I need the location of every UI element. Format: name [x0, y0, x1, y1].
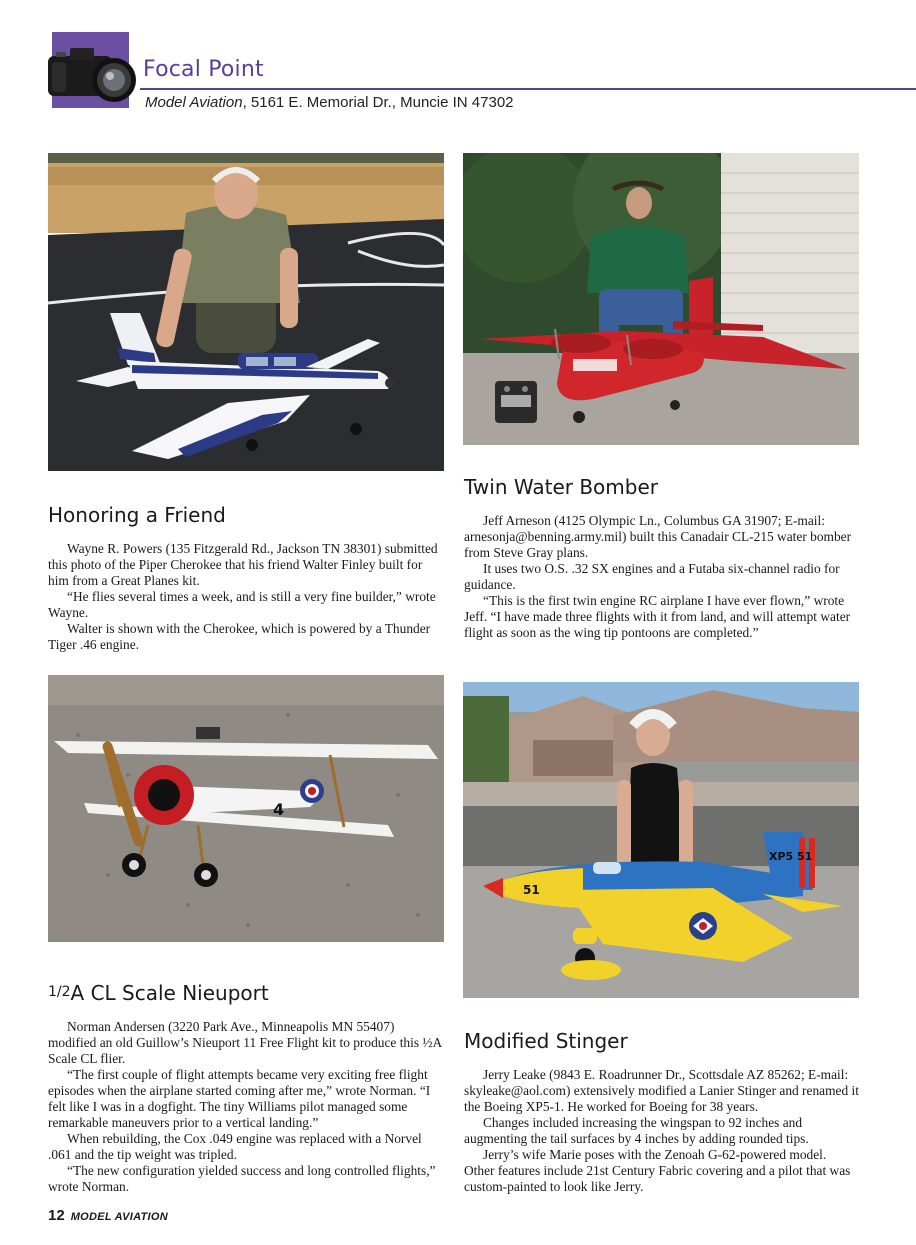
- magazine-name-footer: MODEL AVIATION: [70, 1211, 168, 1223]
- paragraph: “The first couple of flight attempts became very exciting free flight episodes when the airplane started coming after me,” wrote Norman. “I felt like I was in a dogfight. The tiny Williams pilot managed some remarkable maneuvers prior to a vertical landing.”: [48, 1067, 431, 1130]
- magazine-name: Model Aviation: [145, 94, 243, 111]
- heading-nieuport: [48, 981, 269, 1005]
- photo-cherokee: [48, 153, 444, 471]
- paragraph: “He flies several times a week, and is still a very fine builder,” wrote Wayne.: [48, 589, 436, 620]
- camera-icon: [44, 40, 140, 104]
- nieuport-number: 4: [273, 800, 285, 819]
- heading-modified-stinger: Modified Stinger: [464, 1029, 628, 1053]
- photo-nieuport: [48, 675, 444, 942]
- article-nieuport: [48, 1019, 444, 1195]
- paragraph: “The new configuration yielded success and long controlled flights,” wrote Norman.: [48, 1163, 436, 1194]
- heading-fraction: 1/2: [48, 984, 71, 1000]
- paragraph: Jerry Leake (9843 E. Roadrunner Dr., Scottsdale AZ 85262; E-mail: skyleake@aol.com) extensively modified a Lanier Stinger and renamed it the Boeing XP5-1. He worked for Boeing for 38 years.: [464, 1067, 859, 1114]
- paragraph: Walter is shown with the Cherokee, which is powered by a Thunder Tiger .46 engine.: [48, 621, 431, 652]
- page-number: 12: [48, 1207, 65, 1224]
- paragraph: “This is the first twin engine RC airplane I have ever flown,” wrote Jeff. “I have made three flights with it from land, and will attempt water flight as soon as the wing tip pontoons are completed.”: [464, 593, 851, 640]
- header-address: [145, 94, 514, 111]
- heading-honoring-a-friend: Honoring a Friend: [48, 503, 226, 527]
- address-text: , 5161 E. Memorial Dr., Muncie IN 47302: [242, 94, 514, 111]
- photo-stinger: [463, 682, 859, 998]
- section-title: Focal Point: [143, 57, 264, 82]
- paragraph: Changes included increasing the wingspan to 92 inches and augmenting the tail surfaces by 4 inches by adding rounded tips.: [464, 1115, 809, 1146]
- article-modified-stinger: [464, 1067, 860, 1195]
- heading-twin-water-bomber: Twin Water Bomber: [464, 475, 658, 499]
- article-honoring-a-friend: [48, 541, 444, 653]
- paragraph: Norman Andersen (3220 Park Ave., Minneapolis MN 55407) modified an old Guillow’s Nieuport 11 Free Flight kit to produce this ½A Scale CL flier.: [48, 1019, 442, 1066]
- header-rule: [140, 88, 916, 90]
- paragraph: When rebuilding, the Cox .049 engine was replaced with a Norvel .061 and the tip weight was tripled.: [48, 1131, 422, 1162]
- paragraph: Jeff Arneson (4125 Olympic Ln., Columbus GA 31907; E-mail: arnesonja@benning.army.mil) built this Canadair CL-215 water bomber from Steve Gray plans.: [464, 513, 852, 560]
- focal-point-logo: [52, 32, 129, 108]
- heading-text: A CL Scale Nieuport: [70, 981, 269, 1005]
- paragraph: It uses two O.S. .32 SX engines and a Futaba six-channel radio for guidance.: [464, 561, 840, 592]
- paragraph: Jerry’s wife Marie poses with the Zenoah G-62-powered model. Other features include 21st Century Fabric covering and a pilot that was custom-painted to look like Jerry.: [464, 1147, 851, 1194]
- page-folio: [48, 1207, 168, 1224]
- stinger-tail-marking: XP5 51: [769, 850, 813, 863]
- paragraph: Wayne R. Powers (135 Fitzgerald Rd., Jackson TN 38301) submitted this photo of the Piper Cherokee that his friend Walter Finley built for him from a Great Planes kit.: [48, 541, 438, 588]
- article-twin-water-bomber: [464, 513, 860, 641]
- photo-water-bomber: [463, 153, 859, 445]
- stinger-number: 51: [523, 883, 540, 897]
